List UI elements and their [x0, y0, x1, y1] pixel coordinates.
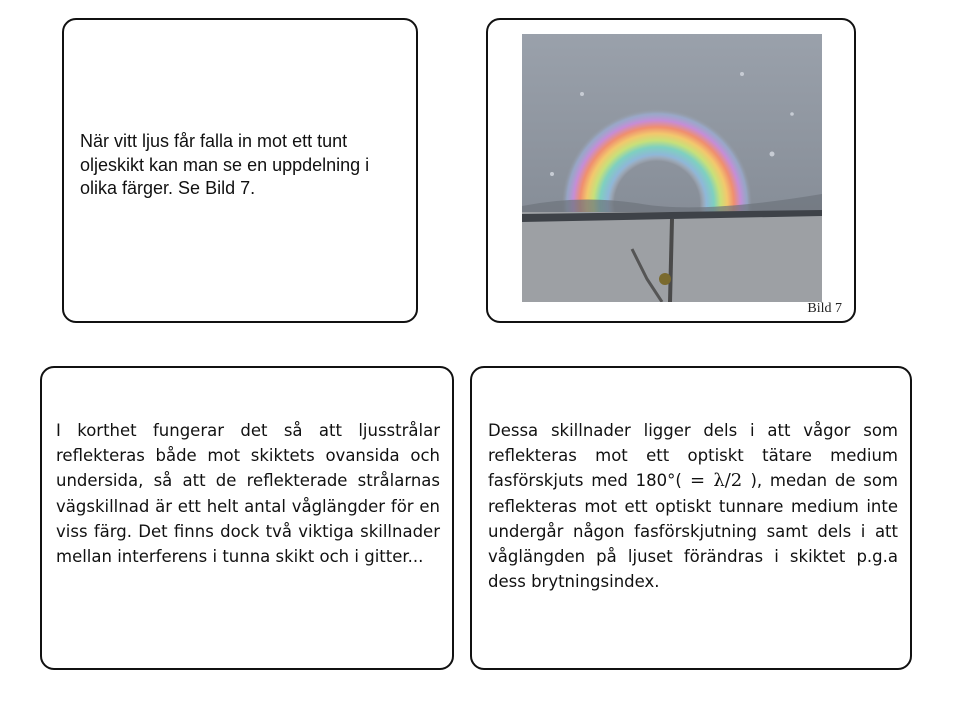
- intro-line-3: olika färger. Se Bild 7.: [80, 178, 256, 198]
- explanation-text: I korthet fungerar det så att ljusstrålar reflekteras både mot skiktets ovansida och undersida, så att de reflekterade strålarnas vägskillnad är ett helt antal våglängder för en viss färg. Det finns dock två viktiga skillnader mellan interferens i tunna skikt och i gitter...: [56, 421, 440, 567]
- intro-line-1: När vitt ljus får falla in mot ett tunt: [80, 131, 348, 151]
- differences-text: [488, 418, 898, 594]
- intro-card: [62, 18, 418, 323]
- intro-text: [80, 130, 402, 201]
- oil-slick-rainbow-photo-icon: [522, 34, 822, 302]
- differences-card: [470, 366, 912, 670]
- half-wavelength-formula: = λ/2: [681, 470, 751, 492]
- differences-text-part-1: Dessa skillnader ligger dels i att vågor som reflekteras mot ett optiskt tätare medium fasförskjuts med 180°(: [488, 421, 898, 491]
- oil-slick-photo: [522, 34, 822, 302]
- differences-text-part-2: ), medan de som reflekteras mot ett optiskt tunnare medium inte undergår någon fasförskjutning samt dels i att våglängden på ljuset förändras i skiktet p.g.a dess brytningsindex.: [488, 471, 898, 592]
- image-caption: Bild 7: [807, 301, 842, 316]
- explanation-card: [40, 366, 454, 670]
- intro-line-2: oljeskikt kan man se en uppdelning i: [80, 154, 370, 175]
- image-card: [486, 18, 856, 323]
